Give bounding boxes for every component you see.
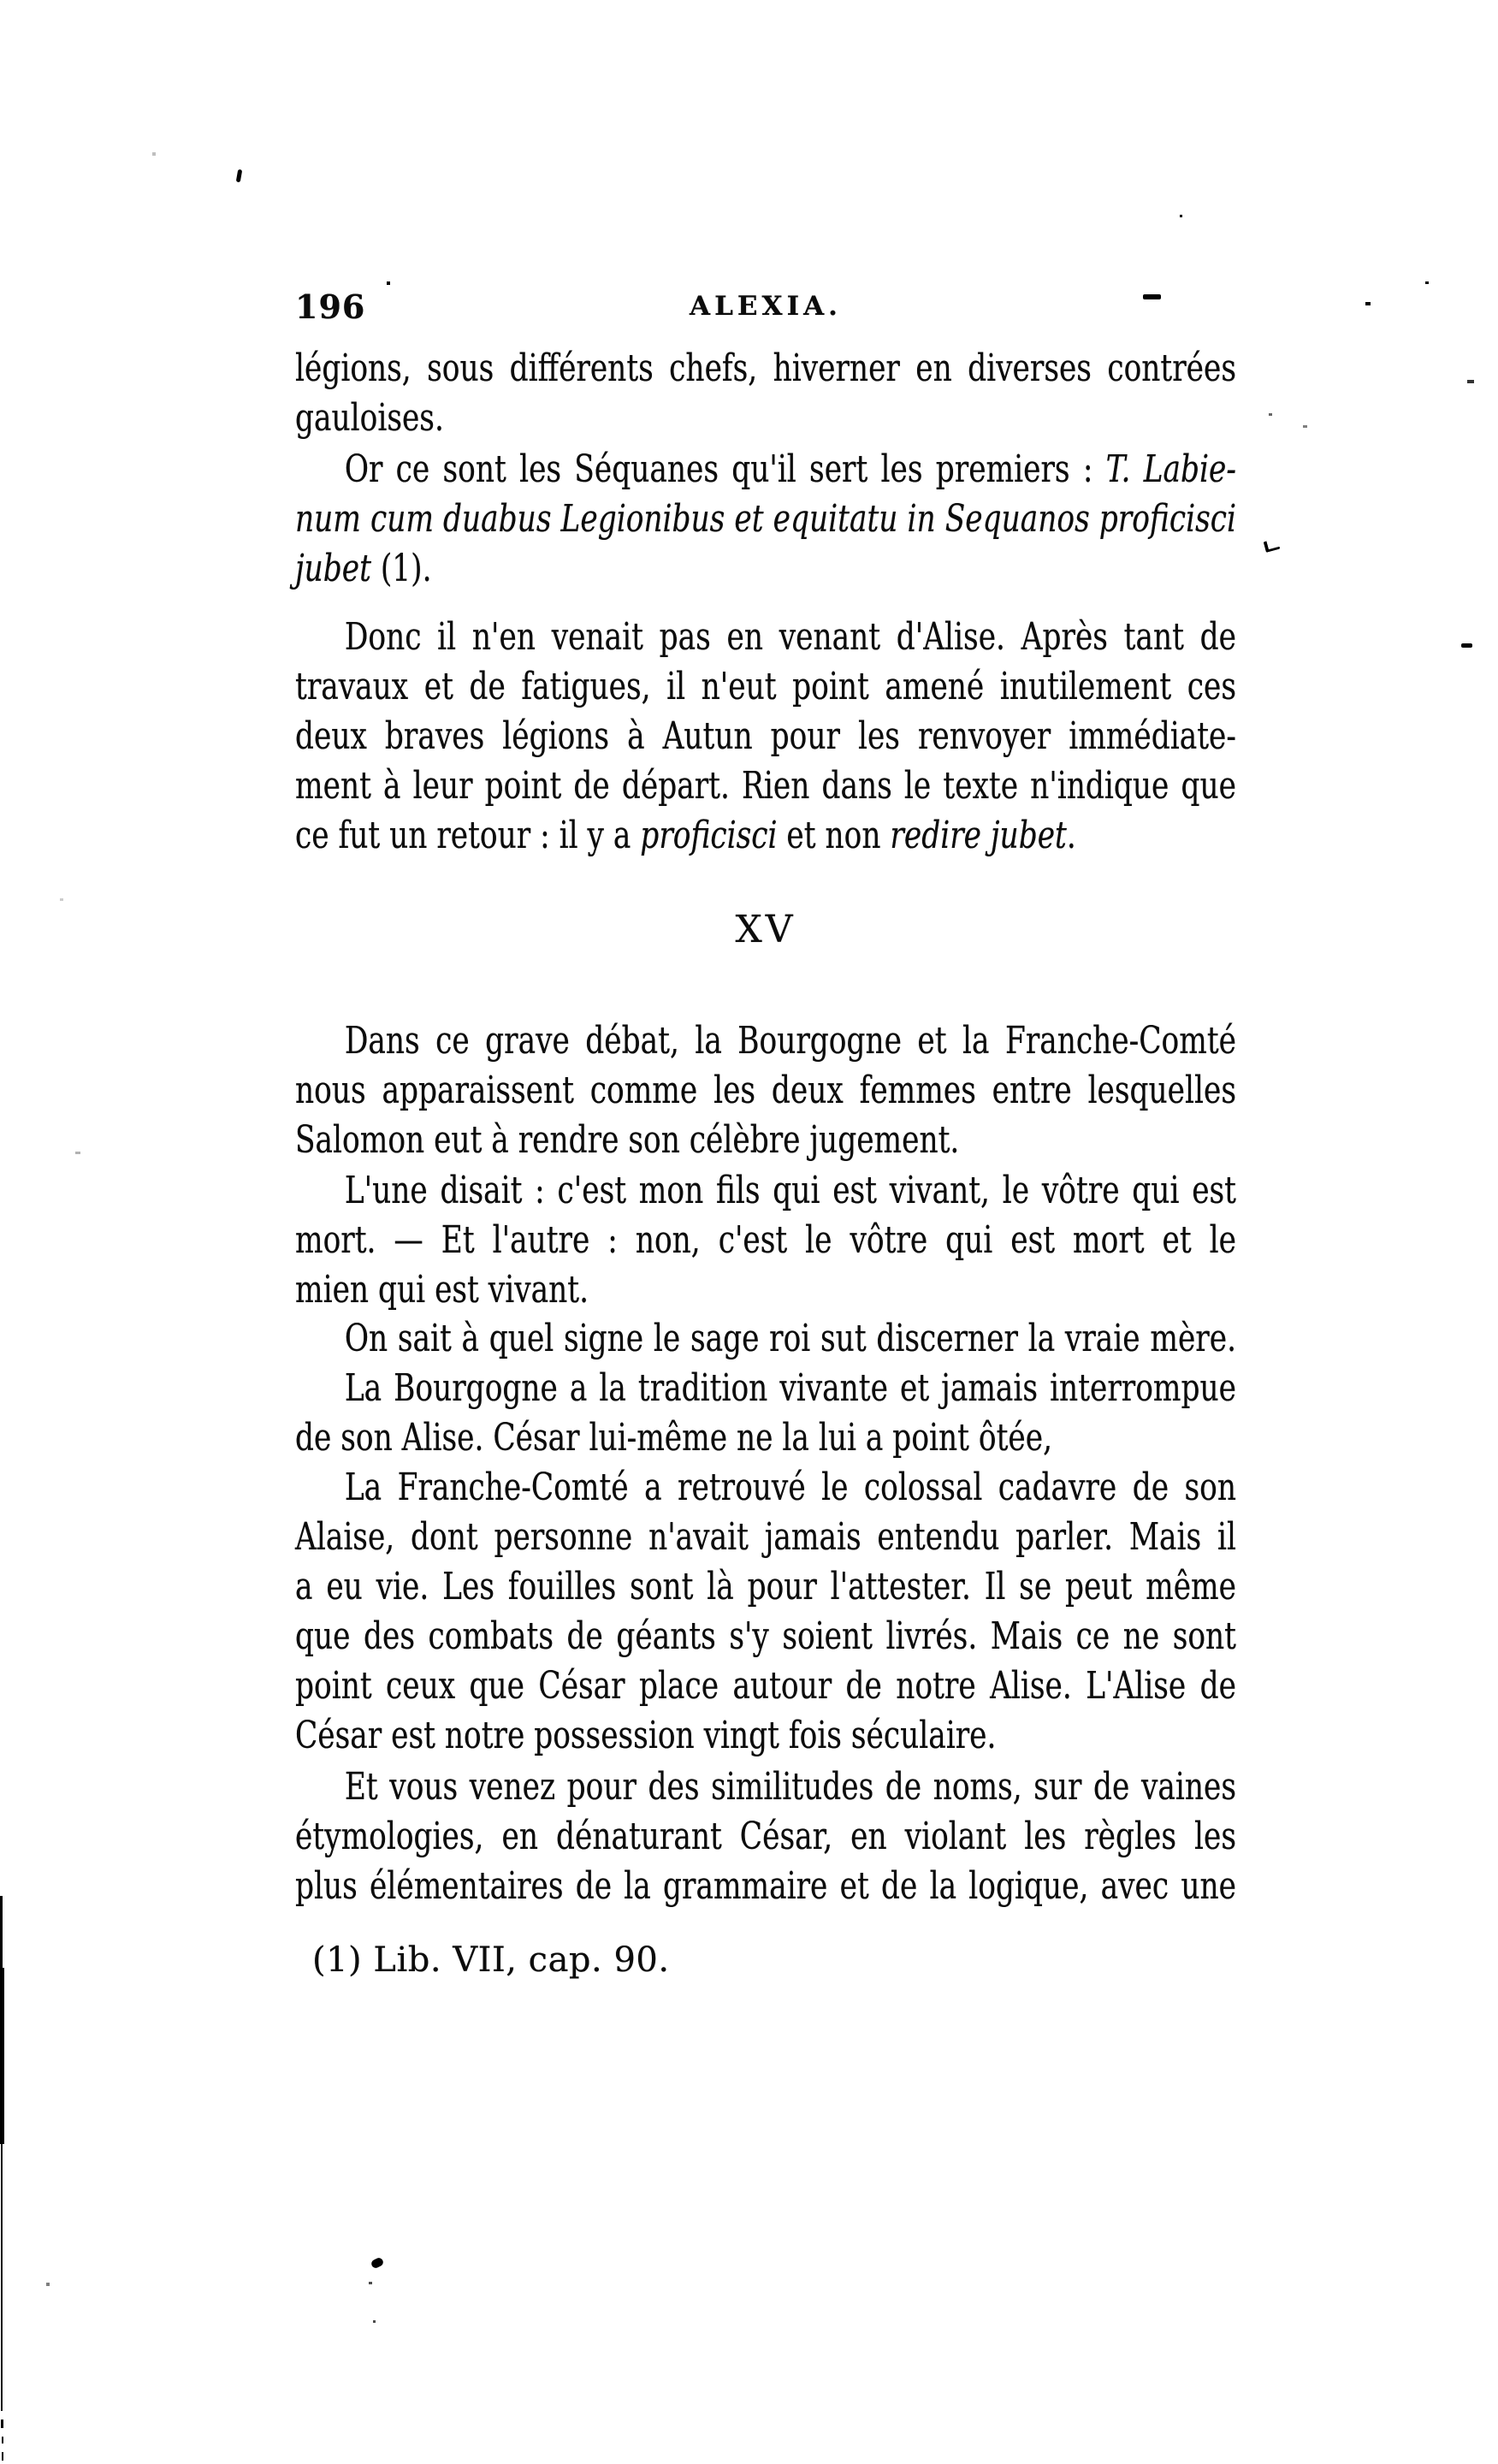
text-line [295, 761, 1236, 811]
text-segment: Donc il n'en venait pas en venant d'Alise. Après tant de [344, 615, 1236, 659]
ink-speck [1143, 294, 1161, 299]
text-segment: de son Alise. César lui-même ne la lui a point ôtée, [295, 1416, 1053, 1460]
ink-speck [387, 281, 390, 285]
text-segment: point ceux que César place autour de notre Alise. L'Alise de [295, 1664, 1236, 1708]
text-line [295, 712, 1236, 761]
ink-speck [1467, 380, 1474, 383]
text-segment: mort. — Et l'autre : non, c'est le vôtre qui est mort et le [295, 1218, 1236, 1262]
ink-speck [46, 2283, 50, 2286]
text-segment: plus élémentaires de la grammaire et de la logique, avec une [295, 1864, 1236, 1908]
text-segment: gauloises. [295, 396, 444, 440]
text-segment: et non [777, 814, 891, 857]
text-segment: . [1066, 814, 1076, 857]
latin-italic-text: T. Labie- [1105, 447, 1236, 491]
ink-speck [75, 1152, 80, 1154]
ink-speck [1180, 215, 1182, 217]
paragraph [295, 1463, 1236, 1761]
text-line [295, 1166, 1236, 1216]
text-line [295, 445, 1236, 495]
paragraph [295, 1314, 1236, 1364]
ink-speck [1365, 302, 1371, 305]
text-segment: César est notre possession vingt fois séculaire. [295, 1714, 997, 1757]
text-segment: L'une disait : c'est mon fils qui est vivant, le vôtre qui est [344, 1169, 1236, 1212]
text-segment: mien qui est vivant. [295, 1268, 589, 1312]
text-segment: (1). [370, 547, 432, 590]
scan-edge-dash [2, 2452, 3, 2461]
text-line [295, 1612, 1236, 1661]
text-line [295, 1364, 1236, 1413]
scan-edge-dash [1, 2420, 3, 2428]
scan-edge-line [1, 2144, 3, 2411]
scan-edge-line [0, 1968, 4, 2144]
paragraph [295, 1762, 1236, 1911]
ink-speck [1269, 413, 1272, 416]
text-line [295, 811, 1236, 861]
text-segment: deux braves légions à Autun pour les renvoyer immédiate- [295, 714, 1236, 758]
ink-speck [1264, 538, 1281, 553]
text-line [295, 1314, 1236, 1364]
running-header [295, 287, 1236, 327]
text-segment: a eu vie. Les fouilles sont là pour l'attester. Il se peut même [295, 1565, 1236, 1608]
text-line [295, 1116, 1236, 1165]
text-segment: La Franche-Comté a retrouvé le colossal cadavre de son [344, 1466, 1236, 1509]
latin-italic-text: proficisci [640, 814, 778, 857]
text-segment: ce fut un retour : il y a [295, 814, 641, 857]
text-segment: ment à leur point de départ. Rien dans le texte n'indique que [295, 764, 1236, 808]
text-segment: travaux et de fatigues, il n'eut point amené inutilement ces [295, 665, 1236, 708]
latin-italic-text: redire jubet [890, 814, 1067, 857]
text-line [295, 1862, 1236, 1911]
paragraph [295, 613, 1236, 861]
ink-speck [369, 2282, 372, 2284]
text-line [295, 344, 1236, 394]
text-line [295, 613, 1236, 662]
text-segment: que des combats de géants s'y soient livrés. Mais ce ne sont [295, 1614, 1236, 1658]
text-line [295, 544, 1236, 594]
ink-speck [152, 152, 156, 156]
paragraph [295, 1016, 1236, 1165]
latin-italic-text: num cum duabus Legionibus et equitatu in Sequanos proficisci [295, 497, 1236, 541]
ink-speck [1461, 643, 1472, 648]
text-segment: étymologies, en dénaturant César, en violant les règles les [295, 1815, 1236, 1858]
text-line [295, 1562, 1236, 1612]
text-line [295, 662, 1236, 712]
text-line [295, 1661, 1236, 1711]
text-segment: Dans ce grave débat, la Bourgogne et la Franche-Comté [344, 1019, 1236, 1063]
ink-speck [1425, 281, 1429, 284]
ink-speck [60, 898, 63, 901]
paragraph [295, 1166, 1236, 1315]
ink-speck [236, 169, 243, 183]
page-title: ALEXIA. [690, 291, 842, 322]
text-line [295, 1413, 1236, 1463]
text-line [295, 1016, 1236, 1066]
text-line [295, 495, 1236, 544]
footnote: (1) Lib. VII, cap. 90. [312, 1940, 670, 1980]
text-line [295, 1711, 1236, 1761]
text-line [295, 394, 1236, 443]
text-segment: Alaise, dont personne n'avait jamais entendu parler. Mais il [295, 1515, 1236, 1559]
text-line [295, 1762, 1236, 1812]
text-segment: La Bourgogne a la tradition vivante et jamais interrompue [344, 1366, 1236, 1410]
text-segment: Et vous venez pour des similitudes de noms, sur de vaines [344, 1765, 1236, 1809]
scan-edge-dash [2, 2437, 3, 2443]
text-line [295, 1216, 1236, 1265]
ink-blob [370, 2257, 385, 2270]
text-line [295, 1265, 1236, 1315]
text-segment: légions, sous différents chefs, hiverner en diverses contrées [295, 346, 1236, 390]
page-number: 196 [295, 287, 366, 326]
text-segment: nous apparaissent comme les deux femmes entre lesquelles [295, 1069, 1236, 1112]
ink-speck [1303, 425, 1307, 428]
section-heading: XV [735, 908, 796, 951]
paragraph [295, 1364, 1236, 1463]
scan-edge-line [0, 1896, 3, 1971]
text-segment: Or ce sont les Séquanes qu'il sert les premiers : [344, 447, 1106, 491]
text-line [295, 1812, 1236, 1862]
text-line [295, 1463, 1236, 1513]
latin-italic-text: jubet [295, 547, 371, 590]
ink-speck [373, 2320, 376, 2323]
text-line [295, 1513, 1236, 1562]
text-line [295, 1066, 1236, 1116]
paragraph [295, 344, 1236, 443]
text-segment: Salomon eut à rendre son célèbre jugement. [295, 1118, 960, 1162]
text-segment: On sait à quel signe le sage roi sut discerner la vraie mère. [344, 1317, 1236, 1360]
paragraph [295, 445, 1236, 594]
